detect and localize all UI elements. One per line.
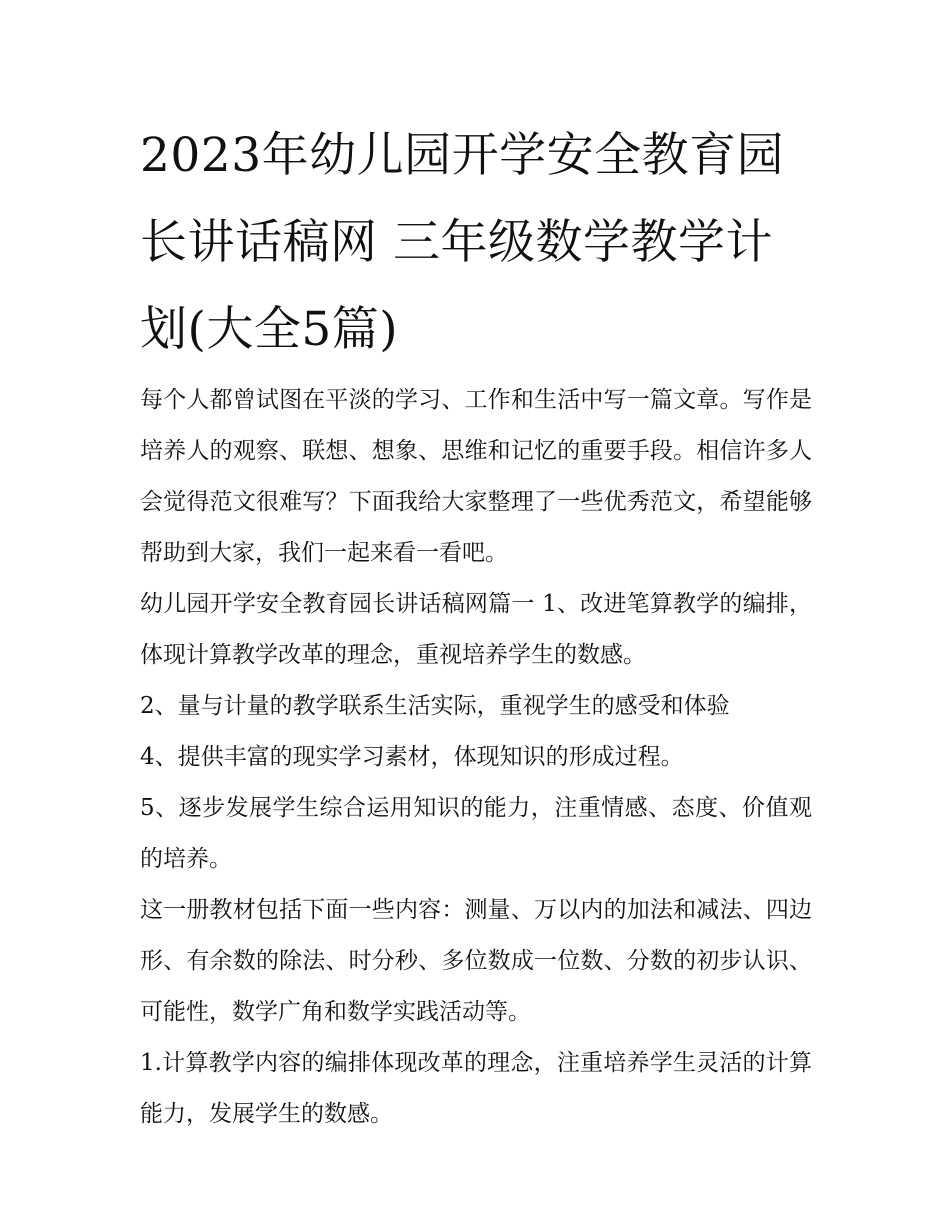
document-body (140, 112, 812, 1140)
paragraph-intro: 每个人都曾试图在平淡的学习、工作和生活中写一篇文章。写作是培养人的观察、联想、想象、思维和记忆的重要手段。相信许多人会觉得范文很难写？下面我给大家整理了一些优秀范文，希望能够帮助到大家，我们一起来看一看吧。 (140, 387, 812, 566)
paragraph-item-2: 2、量与计量的教学联系生活实际，重视学生的感受和体验 (140, 693, 730, 719)
paragraph-item-5: 5、逐步发展学生综合运用知识的能力，注重情感、态度、价值观的培养。 (140, 795, 812, 872)
paragraph-contents: 这一册教材包括下面一些内容：测量、万以内的加法和减法、四边形、有余数的除法、时分秒、多位数成一位数、分数的初步认识、可能性，数学广角和数学实践活动等。 (140, 897, 812, 1025)
paragraph-point-1: 1.计算教学内容的编排体现改革的理念，注重培养学生灵活的计算能力，发展学生的数感。 (140, 1050, 812, 1127)
paragraph-item-4: 4、提供丰富的现实学习素材，体现知识的形成过程。 (140, 744, 684, 770)
document-title: 2023年幼儿园开学安全教育园长讲话稿网 三年级数学教学计划(大全5篇) (140, 128, 785, 357)
paragraph-section-1: 幼儿园开学安全教育园长讲话稿网篇一 1、改进笔算教学的编排，体现计算教学改革的理念，重视培养学生的数感。 (140, 591, 812, 668)
